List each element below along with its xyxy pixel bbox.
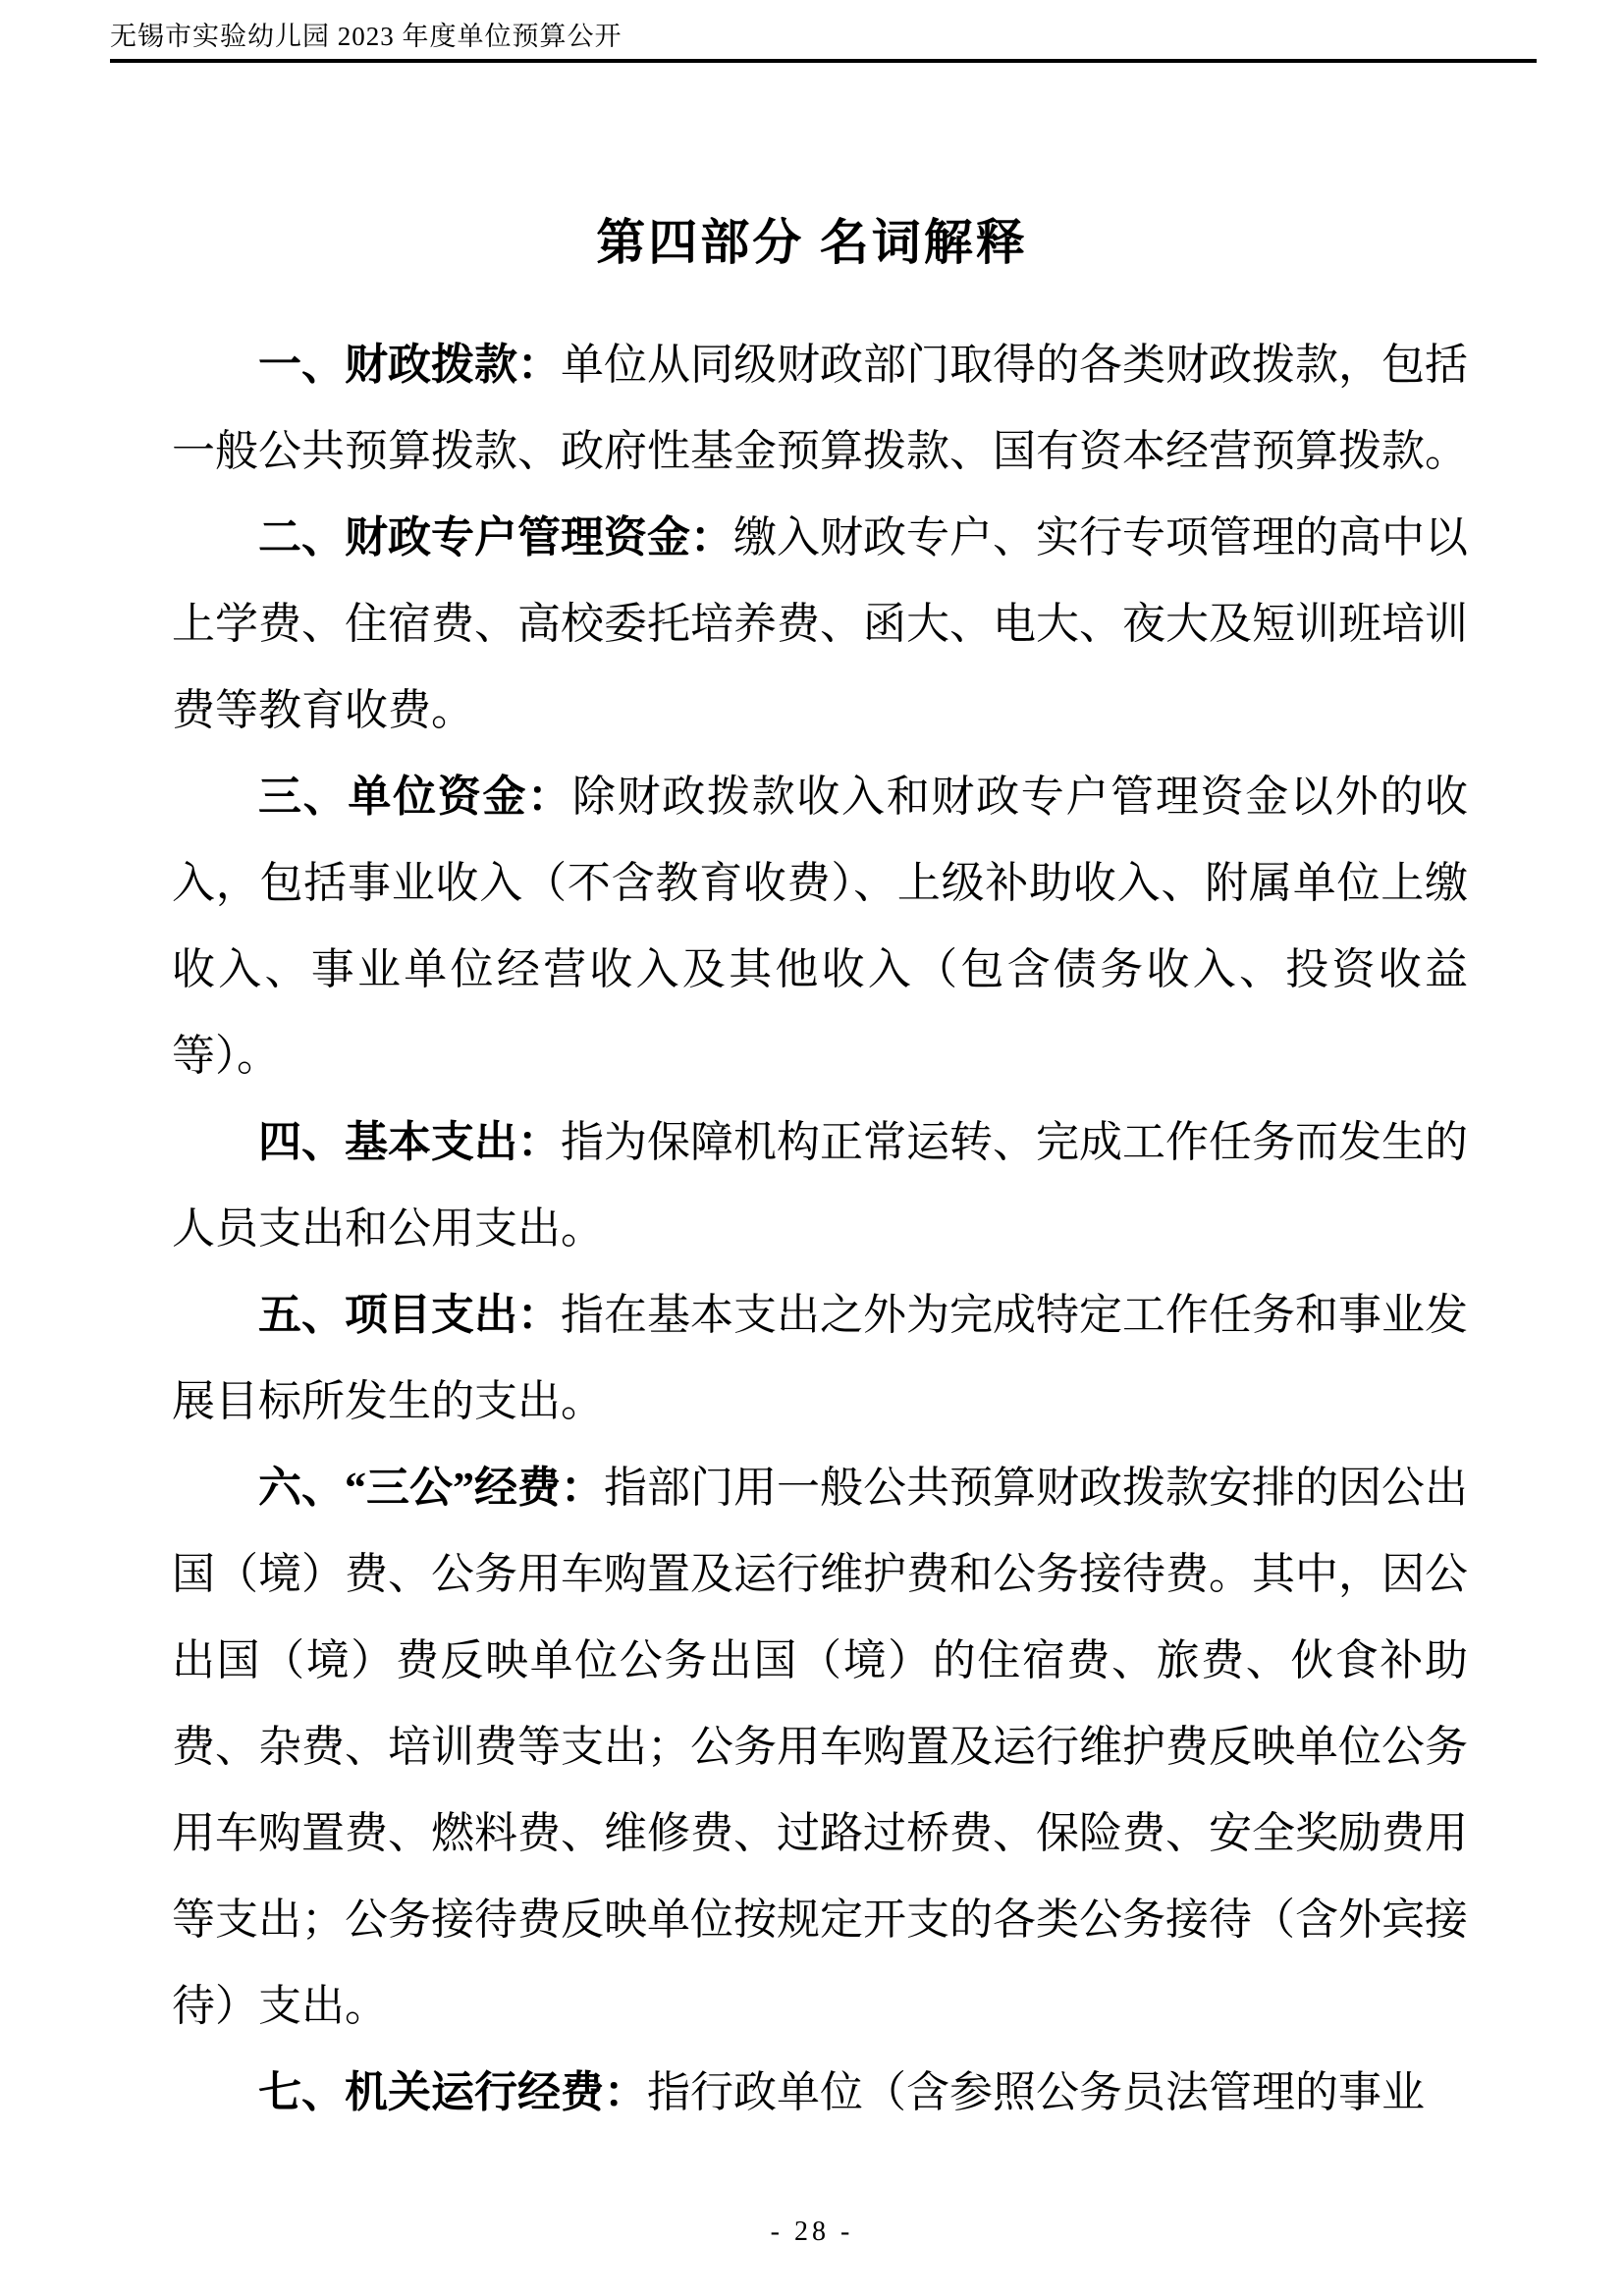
definition-paragraph: [172, 1099, 1468, 1272]
term-definition: 指行政单位（含参照公务员法管理的事业: [647, 2068, 1425, 2116]
document-body: [172, 322, 1468, 2136]
definition-paragraph: [172, 1272, 1468, 1445]
term-label: 五、项目支出：: [258, 1291, 561, 1339]
term-label: 四、基本支出：: [258, 1118, 561, 1166]
term-definition: 单位从同级财政部门取得的各类财政拨款，包括一般公共预算拨款、政府性基金预算拨款、国有资本经营预算拨款。: [172, 341, 1468, 475]
definition-paragraph: [172, 495, 1468, 754]
header-rule: [110, 59, 1537, 63]
definition-paragraph: [172, 322, 1468, 495]
definition-paragraph: [172, 1445, 1468, 2050]
page-number: - 28 -: [770, 2216, 854, 2247]
term-definition: 缴入财政专户、实行专项管理的高中以上学费、住宿费、高校委托培养费、函大、电大、夜大及短训班培训费等教育收费。: [172, 513, 1468, 734]
term-label: 一、财政拨款：: [258, 341, 561, 389]
term-label: 二、财政专户管理资金：: [258, 513, 733, 561]
term-label: 六、“三公”经费：: [258, 1464, 604, 1512]
term-label: 三、单位资金：: [258, 773, 572, 821]
term-definition: 除财政拨款收入和财政专户管理资金以外的收入，包括事业收入（不含教育收费）、上级补助收入、附属单位上缴收入、事业单位经营收入及其他收入（包含债务收入、投资收益等）。: [172, 773, 1469, 1080]
term-definition: 指在基本支出之外为完成特定工作任务和事业发展目标所发生的支出。: [172, 1291, 1468, 1425]
definition-paragraph: [172, 2050, 1468, 2136]
term-definition: 指为保障机构正常运转、完成工作任务而发生的人员支出和公用支出。: [172, 1118, 1468, 1253]
definition-paragraph: [172, 754, 1468, 1099]
term-definition: 指部门用一般公共预算财政拨款安排的因公出国（境）费、公务用车购置及运行维护费和公务接待费。其中，因公出国（境）费反映单位公务出国（境）的住宿费、旅费、伙食补助费、杂费、培训费等支出；公务用车购置及运行维护费反映单位公务用车购置费、燃料费、维修费、过路过桥费、保险费、安全奖励费用等支出；公务接待费反映单位按规定开支的各类公务接待（含外宾接待）支出。: [172, 1464, 1468, 2030]
section-title: 第四部分 名词解释: [596, 215, 1028, 270]
term-label: 七、机关运行经费：: [258, 2068, 647, 2116]
page-header: 无锡市实验幼儿园 2023 年度单位预算公开: [110, 22, 623, 51]
